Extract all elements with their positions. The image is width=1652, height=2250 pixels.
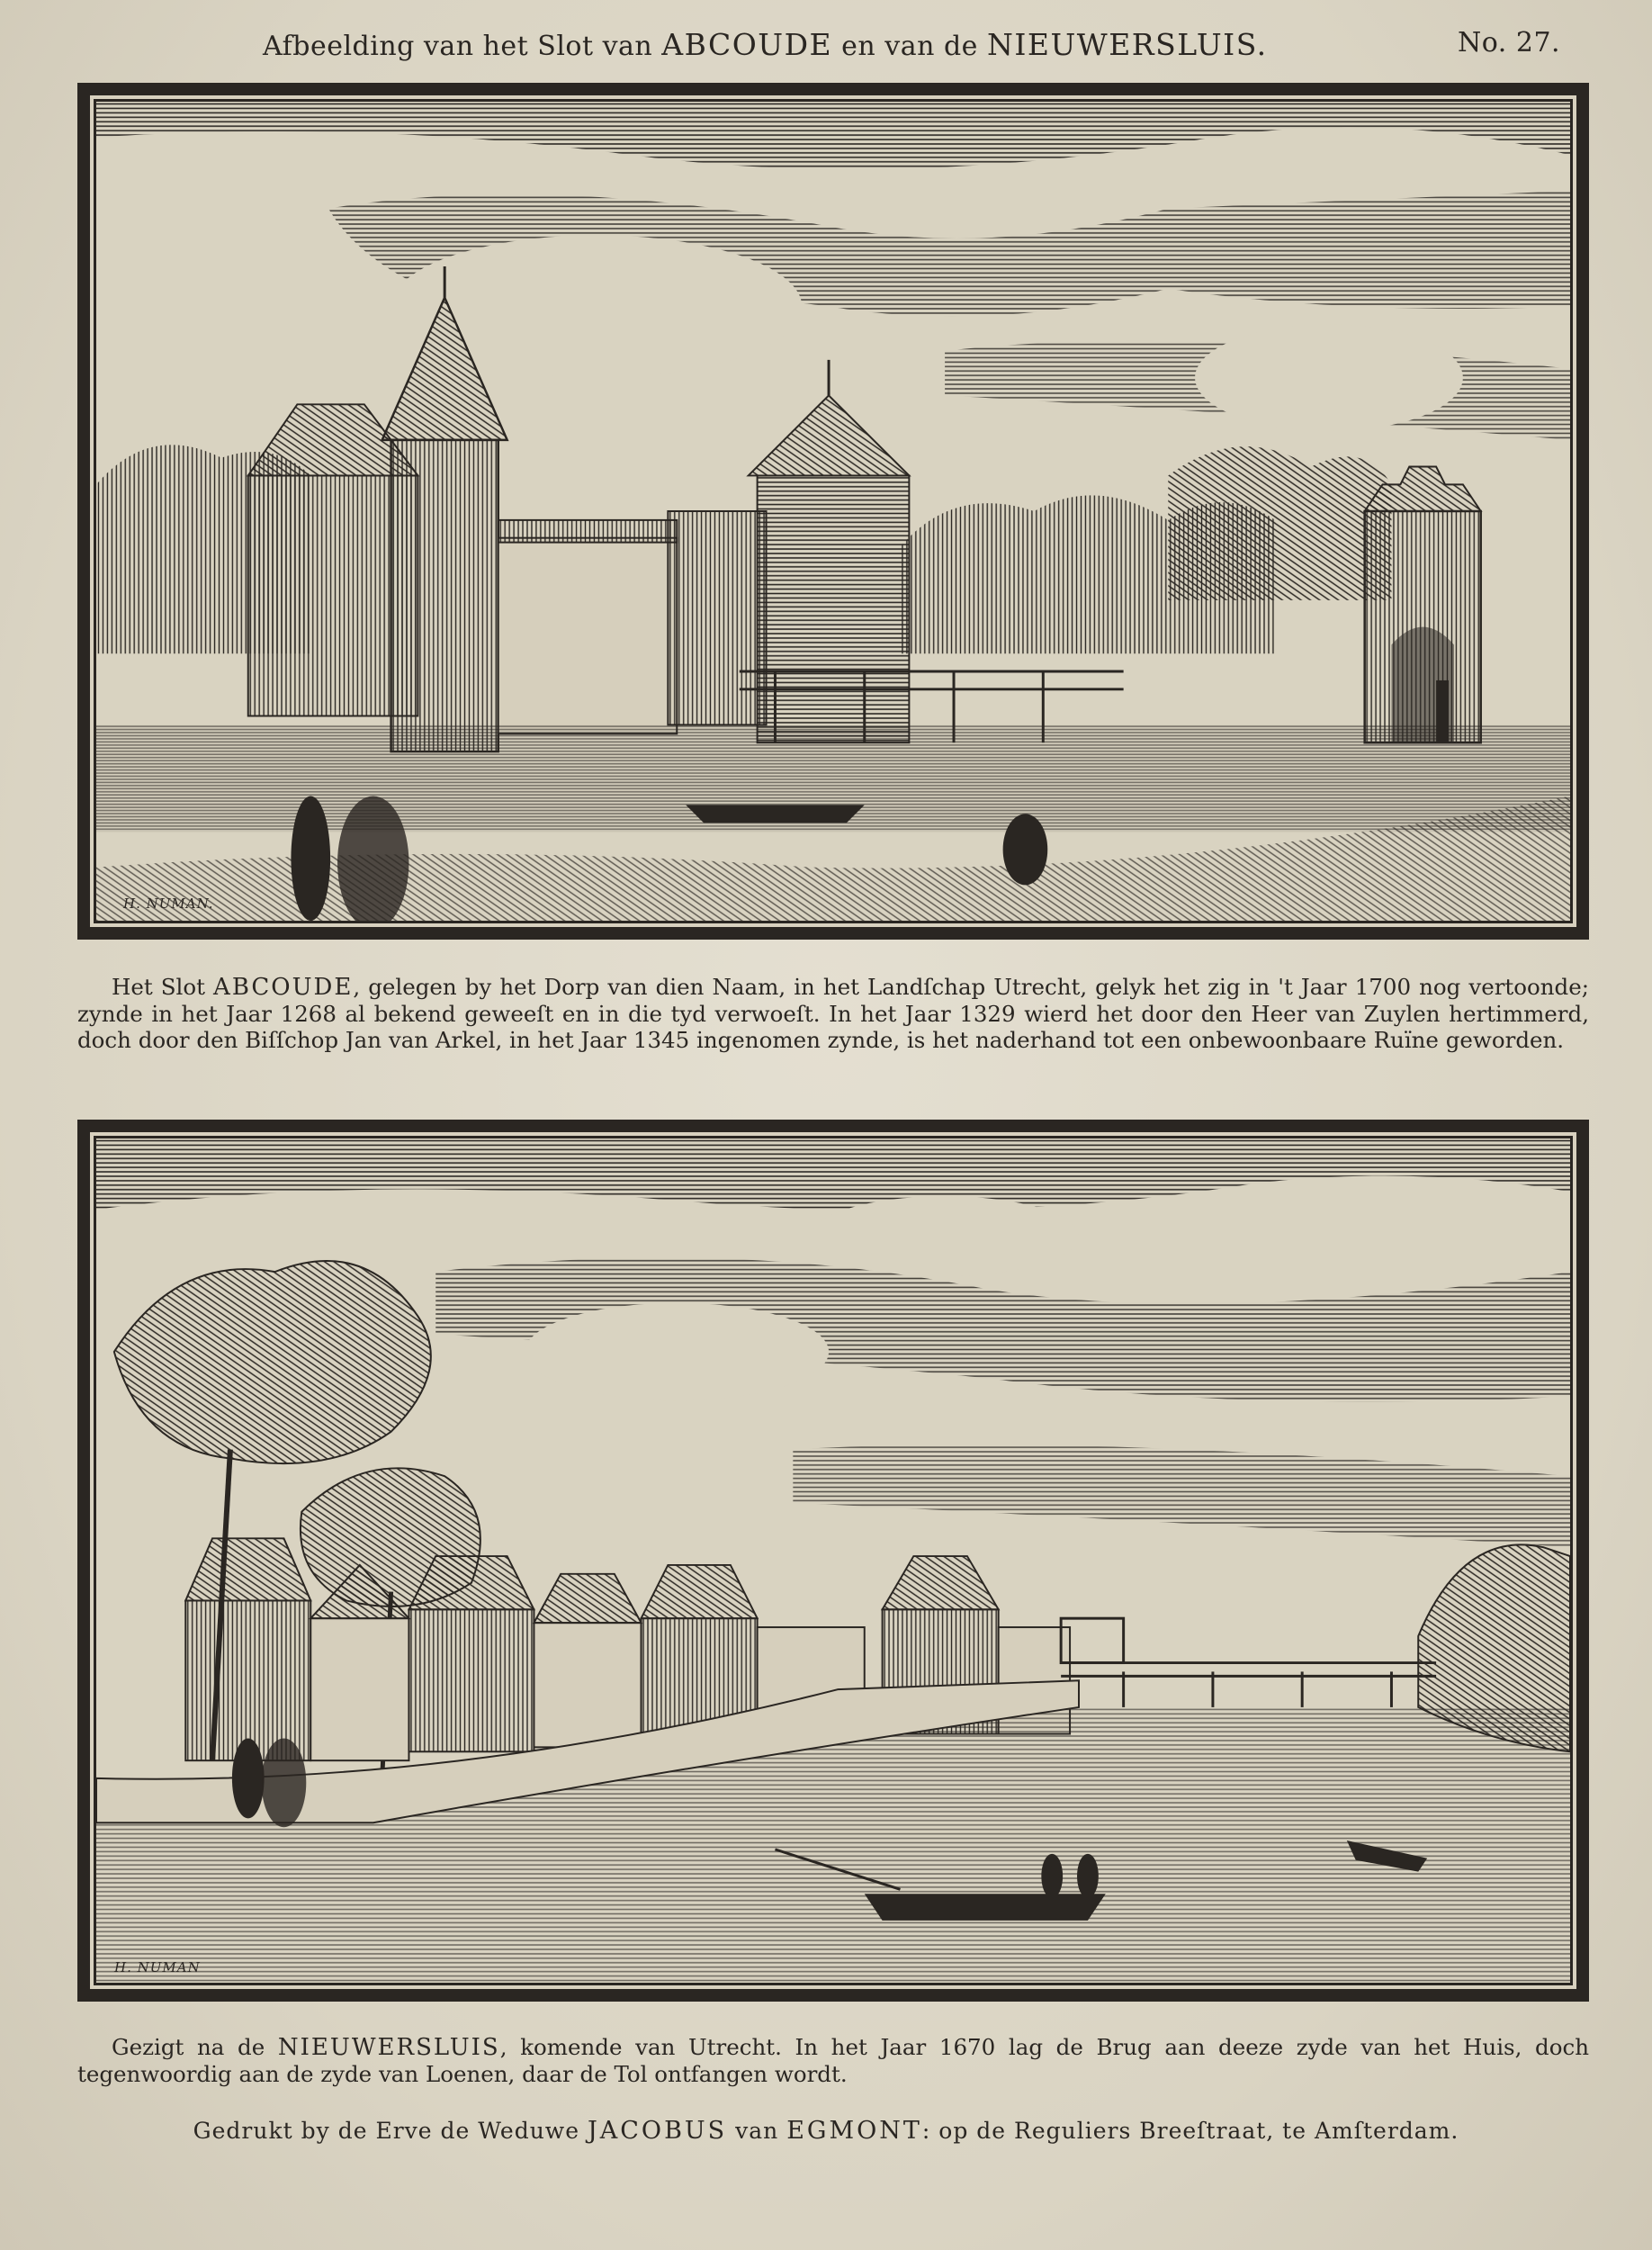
engraving-abcoude-castle bbox=[96, 102, 1570, 921]
title-part: en van de bbox=[832, 31, 987, 62]
plate-number: No. 27. bbox=[1458, 27, 1561, 58]
sheet-header bbox=[252, 22, 1602, 67]
caption-nieuwersluis bbox=[77, 2034, 1589, 2087]
title-part: Afbeelding van het Slot van bbox=[263, 31, 662, 62]
caption-part: , komende van Utrecht. In het Jaar 1670 lag de Brug aan deeze zyde van het Huis, doch tegenwoordig aan de zyde van Loenen, daar de Tol ontfangen wordt. bbox=[77, 2034, 1589, 2087]
plate-nieuwersluis-frame bbox=[77, 1120, 1589, 2002]
sail-barge bbox=[865, 1894, 1106, 1921]
title-abcoude: ABCOUDE bbox=[661, 27, 833, 62]
plate-abcoude-frame bbox=[77, 83, 1589, 940]
imprint-part: van bbox=[727, 2118, 787, 2144]
engraving-nieuwersluis-view bbox=[96, 1138, 1570, 1983]
plate-nieuwersluis bbox=[94, 1136, 1573, 1985]
engraver-signature: H. NUMAN. bbox=[123, 896, 214, 912]
title-nieuwersluis: NIEUWERSLUIS. bbox=[986, 27, 1268, 62]
caption-part: Het Slot bbox=[112, 974, 214, 1000]
imprint-part: Gedrukt by de Erve de Weduwe bbox=[193, 2118, 588, 2144]
imprint-egmont: EGMONT bbox=[786, 2117, 922, 2145]
caption-abcoude bbox=[77, 974, 1589, 1053]
caption-part: Gezigt na de bbox=[112, 2034, 278, 2060]
sheet-title bbox=[263, 27, 1268, 62]
caption-caps: NIEUWERSLUIS bbox=[277, 2034, 500, 2061]
small-boat bbox=[686, 805, 865, 823]
imprint-jacobus: JACOBUS bbox=[587, 2117, 728, 2145]
imprint-part: : op de Reguliers Breeſtraat, te Amſterdam. bbox=[921, 2118, 1459, 2144]
printer-imprint bbox=[0, 2117, 1652, 2145]
caption-caps: ABCOUDE bbox=[213, 974, 354, 1001]
engraver-signature: H. NUMAN bbox=[114, 1959, 201, 1976]
caption-part: , gelegen by het Dorp van dien Naam, in het Landſchap Utrecht, gelyk het zig in 't Jaar 1700 nog vertoonde; zynde in het Jaar 1268 al bekend geweeſt en in die tyd verwoeſt. In het Jaar 1329 wierd het door den Heer van Zuylen hertimmerd, doch door den Biſſchop Jan van Arkel, in het Jaar 1345 ingenomen zynde, is het naderhand tot een onbewoonbaare Ruïne geworden. bbox=[77, 974, 1589, 1053]
plate-abcoude bbox=[94, 99, 1573, 923]
gatehouse bbox=[1365, 467, 1481, 743]
